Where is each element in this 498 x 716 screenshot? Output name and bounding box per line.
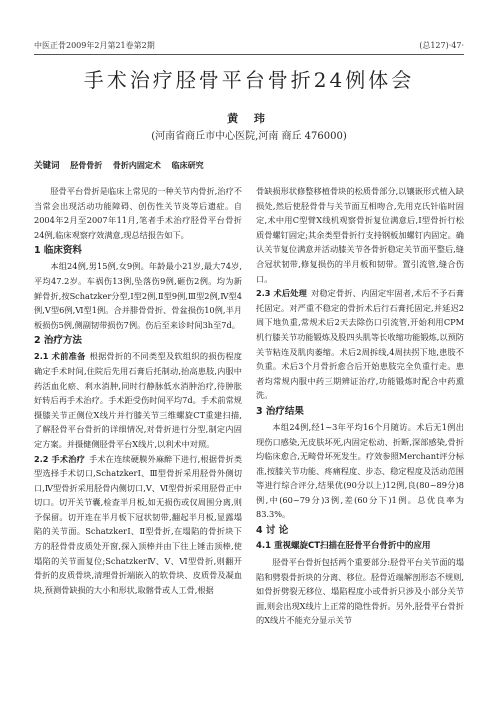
subsection-heading: 2.2 手术治疗 [34,453,85,464]
subsection-text: 根据骨折的不同类型及软组织的损伤程度确定手术时间,住院后先用石膏后托制动,抬高患肢,内服中药活血化瘀、利水消肿,同时行静脉低水消肿治疗,待肿胀好转后再手术治疗。手术距受伤时间平均7d。手术前常规摄膝关节正侧位X线片并行膝关节三维螺旋CT重建扫描,了解胫骨平台骨折的详细情况,对骨折进行分型,制定内固定方案。并摄健侧胫骨平台X线片,以利术中对照。 [34,351,242,449]
subsection-text: 手术在连续硬膜外麻醉下进行,根据骨折类型选择手术切口,SchatzkerⅠ、Ⅲ型骨折采用胫骨外侧切口,Ⅳ型骨折采用胫骨内侧切口,Ⅴ、Ⅵ型骨折采用胫骨正中切口。切开关节囊,检查半月板,如无损伤或仅周围分离,则予保留。切开连在半月板下冠状韧带,翻起半月板,显露塌陷的关节面。SchatzkerⅠ、Ⅱ型骨折,在塌陷的骨折块下方的胫骨骨皮质处开窗,探入顶棒并由下往上锤击顶棒,使塌陷的关节面复位;SchatzkerⅣ、Ⅴ、Ⅵ型骨折,则翻开骨折的皮质骨块,清理骨折端嵌入的软骨块、皮质骨及凝血块,预测骨缺损的大小和形状,取髂骨或人工骨,根据 [34,453,243,595]
keywords [34,159,464,171]
body-paragraph: 骨缺损形状修整移植骨块的松质骨部分,以镶嵌形式植入缺损处,然后使胫骨骨与关节面互相吻合,先用克氏针临时固定,术中用C型臂X线机观察骨折复位满意后,Ⅰ型骨折行松质骨螺钉固定;其余类型骨折行支持钢板加螺钉内固定。确认关节复位满意并活动膝关节各骨折稳定关节面平整后,缝合冠状韧带,修复损伤的半月板和韧带。置引流管,缝合伤口。 [256,186,464,284]
journal-header: 中医正骨2009年2月第21卷第2期 [34,41,155,50]
subsection-heading: 2.3 术后处理 [256,288,307,299]
running-header [34,36,464,52]
section-heading: 1 临床资料 [34,245,82,257]
page-number: (总127)·47· [419,41,464,50]
header-rule [34,54,464,55]
author: 黄 玮 [227,112,271,125]
body-paragraph: 本组24例,男15例,女9例。年龄最小21岁,最大74岁,平均47.2岁。车祸伤13例,坠落伤9例,砸伤2例。均为新鲜骨折,按Schatzker分型,Ⅰ型2例,Ⅱ型9例,Ⅲ型2例,Ⅳ型4例,Ⅴ型6例,Ⅵ型1例。合并腓骨骨折、骨盆损伤10例,半月板损伤5例,侧副韧带损伤7例。伤后至来诊时间3h至7d。 [34,261,242,330]
left-column [34,184,242,597]
subsection-text: 对稳定骨折、内固定牢固者,术后不予石膏托固定。对严重不稳定的骨折术后行石膏托固定,并延迟2周下地负重,常规术后2天去除伤口引流管,开始利用CPM机行膝关节功能锻炼及股四头肌等长收缩功能锻炼,以预防关节粘连及肌肉萎缩。术后2周拆线,4周扶拐下地,患肢不负重。术后3个月骨折愈合后开始患肢完全负重行走。患者均常规内服中药三期辨证治疗,功能锻炼时配合中药熏洗。 [256,288,465,401]
right-column [256,184,464,628]
subsection-heading: 2.1 术前准备 [34,351,86,362]
section-heading: 3 治疗结果 [256,405,304,417]
keyword: 临床研究 [171,161,204,170]
article-title: 手术治疗胫骨平台骨折24例体会 [83,68,415,92]
section-heading: 2 治疗方法 [34,335,82,347]
body-paragraph: 本组24例,经1~3年平均16个月随访。术后无1例出现伤口感染,无皮肤坏死,内固定松动、折断,深部感染,骨折均临床愈合,无畸骨坏死发生。疗效参照Merchant评分标准,按膝关节功能、疼痛程度、步态、稳定程度及活动范围等进行综合评分,结果优(90分以上)12例,良(80~89分)8例,中(60~79分)3例,差(60分下)1例。总优良率为83.3%。 [256,421,464,520]
section-heading: 4 讨 论 [256,525,289,537]
body-paragraph: 胫骨平台骨折包括两个重要部分:胫骨平台关节面的塌陷和劈裂骨折块的分离、移位。胫骨近端解剖形态不规则,如骨折劈裂无移位、塌陷程度小或骨折只涉及小部分关节面,则会出现X线片上正常的隐性骨折。另外,胫骨平台骨折的X线片不能充分显示关节 [256,557,464,626]
intro-paragraph: 胫骨平台骨折是临床上常见的一种关节内骨折,治疗不当常会出现活动功能障碍、创伤性关节炎等后遗症。自2004年2月至2007年11月,笔者手术治疗胫骨平台骨折24例,临床观察疗效满意,现总结报告如下。 [34,186,242,240]
affiliation: (河南省商丘市中心医院,河南 商丘 476000) [151,131,347,142]
keywords-label: 关键词 [34,161,60,171]
keyword: 胫骨骨折 [70,161,103,170]
subsection-heading: 4.1 重视螺旋CT扫描在胫骨平台骨折中的应用 [256,541,431,552]
keyword: 骨折内固定术 [112,161,161,170]
